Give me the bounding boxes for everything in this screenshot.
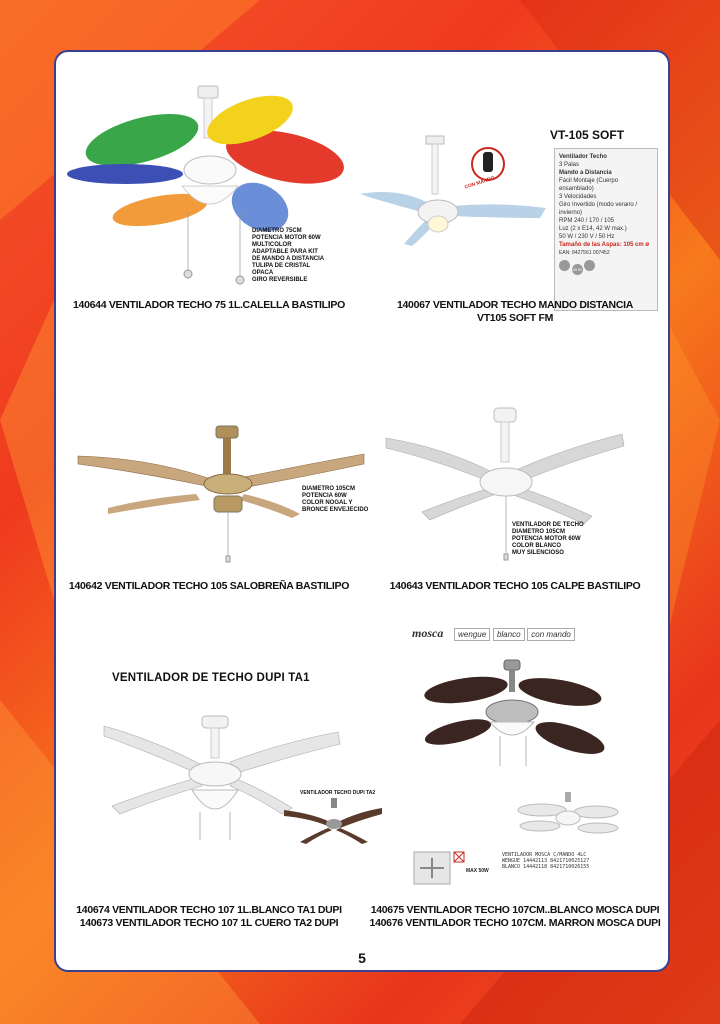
spec-list-calpe: VENTILADOR DE TECHO DIAMETRO 105CM POTENCIA MOTOR 60W COLOR BLANCO MUY SILENCIOSO — [512, 522, 584, 556]
feature-icon — [559, 260, 570, 271]
vt105-box-title: VT-105 SOFT — [550, 128, 625, 142]
spec-list-calella: DIAMETRO 75CM POTENCIA MOTOR 60W MULTICOLOR ADAPTABLE PARA KIT DE MANDO A DISTANCIA TULIPA DE CRISTAL OPACA GIRO REVERSIBLE — [252, 228, 325, 283]
caption-140675-140676: 140675 VENTILADOR TECHO 107CM..BLANCO MOSCA DUPI 140676 VENTILADOR TECHO 107CM. MARRON MOSCA DUPI — [369, 904, 661, 929]
fan-vt105-image — [360, 132, 550, 262]
caption-140067: 140067 VENTILADOR TECHO MANDO DISTANCIA VT105 SOFT FM — [396, 299, 634, 324]
power-icon: 50 W — [572, 264, 583, 275]
reverse-icon — [584, 260, 595, 271]
fan-mosca-white-image — [518, 792, 618, 852]
vt105-spec-box: Ventilador Techo 3 Palas Mando a Distancia Fácil Montaje (Cuerpo ensamblado) 3 Velocidades Giro Invertido (modo verano / invierno) RPM 240 / 170 / 105 Luz (2 x E14, 42 W max.) 50 W / 230 V / 50 Hz Tamaño de las Aspas: 105 cm ø EAN: 8427561 007452 50 W — [554, 148, 658, 311]
con-mando-badge: CON MANDO — [463, 175, 496, 191]
page-number: 5 — [358, 950, 366, 966]
catalog-card — [54, 50, 670, 972]
fan-calpe-image — [386, 408, 626, 568]
mosca-power-label: MAX 50W — [466, 868, 489, 874]
caption-140643: 140643 VENTILADOR TECHO 105 CALPE BASTILIPO — [389, 580, 641, 592]
mosca-ean-table: VENTILADOR MOSCA C/MANDO 4LC WENGUE 14442113 8421710025127 BLANCO 14442118 8421710026155 — [502, 852, 590, 870]
mosca-brand-line: mosca wengue blanco con mando — [412, 626, 575, 641]
caption-140644: 140644 VENTILADOR TECHO 75 1L.CALELLA BASTILIPO — [73, 299, 345, 311]
spec-list-salobrena: DIAMETRO 105CM POTENCIA 60W COLOR NOGAL Y BRONCE ENVEJECIDO — [302, 486, 369, 513]
caption-140674-140673: 140674 VENTILADOR TECHO 107 1L.BLANCO TA1 DUPI 140673 VENTILADOR TECHO 107 1L CUERO TA2 DUPI — [76, 904, 342, 929]
dupi-ta1-title: VENTILADOR DE TECHO DUPI TA1 — [112, 672, 310, 684]
dupi-ta2-label: VENTILADOR TECHO DUPI TA2 — [300, 790, 376, 796]
fan-dupi-ta2-image — [284, 798, 384, 848]
fan-mosca-image — [422, 660, 602, 770]
caption-140642: 140642 VENTILADOR TECHO 105 SALOBREÑA BASTILIPO — [68, 580, 350, 592]
